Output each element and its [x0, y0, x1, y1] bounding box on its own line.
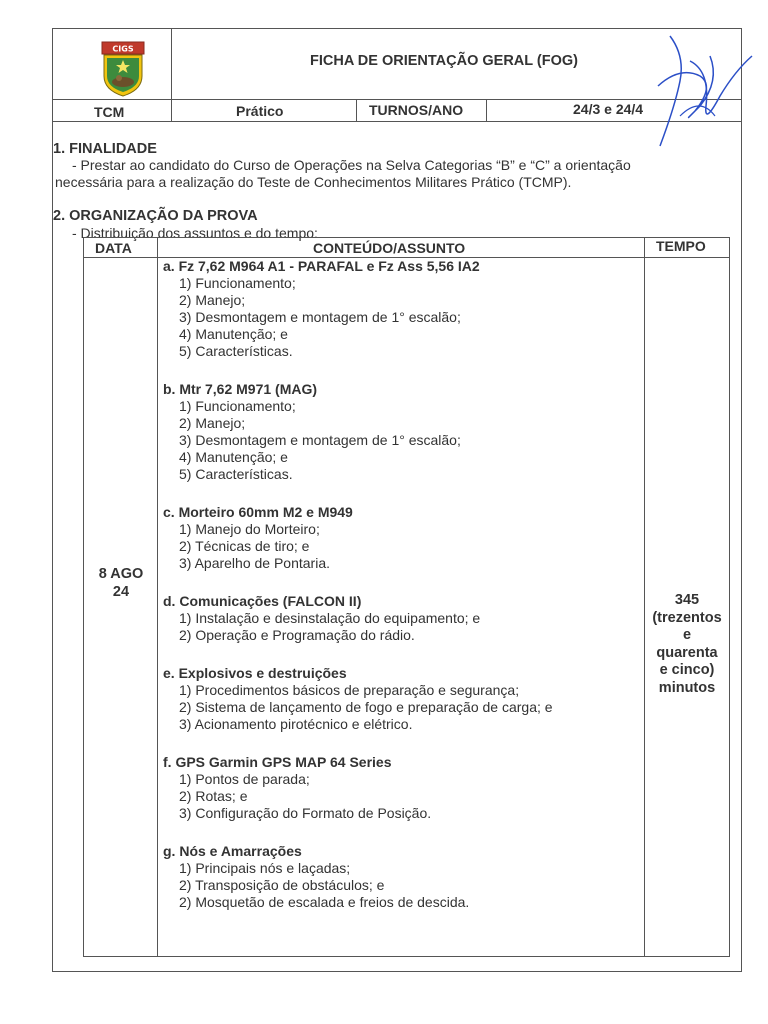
subject-item: 3) Configuração do Formato de Posição.	[179, 805, 432, 821]
subject-block	[163, 754, 641, 822]
document-title: FICHA DE ORIENTAÇÃO GERAL (FOG)	[310, 53, 578, 69]
duration-line: quarenta	[656, 644, 718, 661]
subject-item: 2) Operação e Programação do rádio.	[179, 627, 415, 643]
header-tcm-label: TCM	[94, 104, 125, 120]
section-finalidade-title: 1. FINALIDADE	[53, 141, 157, 157]
header-turnos-label: TURNOS/ANO	[369, 102, 464, 118]
duration-line: 345	[674, 592, 700, 608]
duration-line: minutos	[658, 679, 716, 696]
finalidade-text-line2: necessária para a realização do Teste de Conhecimentos Militares Prático (TCMP).	[55, 174, 572, 190]
subject-item: 5) Características.	[179, 466, 293, 482]
finalidade-text-line1: - Prestar ao candidato do Curso de Operações na Selva Categorias “B” e “C” a orientação	[72, 157, 631, 173]
exam-date-line2: 24	[112, 584, 130, 600]
duration-line: (trezentos	[652, 609, 722, 626]
exam-date-line1: 8 AGO	[98, 566, 144, 582]
subject-item: 2) Manejo;	[179, 292, 246, 308]
subject-title: e. Explosivos e destruições	[163, 665, 347, 681]
subject-title: b. Mtr 7,62 M971 (MAG)	[163, 381, 318, 397]
signature-icon	[640, 26, 760, 166]
subject-item: 1) Funcionamento;	[179, 398, 296, 414]
table-header-time: TEMPO	[656, 238, 706, 254]
section-organizacao-title: 2. ORGANIZAÇÃO DA PROVA	[53, 208, 258, 224]
subject-item: 2) Técnicas de tiro; e	[179, 538, 310, 554]
svg-text:CIGS: CIGS	[112, 44, 134, 54]
subject-block	[163, 593, 641, 644]
duration-line: e	[682, 627, 692, 643]
header-type-label: Prático	[236, 103, 284, 119]
subjects-list	[163, 258, 641, 932]
table-divider-date	[157, 237, 158, 957]
cigs-emblem-icon	[98, 40, 148, 98]
subject-item: 3) Desmontagem e montagem de 1° escalão;	[179, 309, 461, 325]
subject-item: 3) Desmontagem e montagem de 1° escalão;	[179, 432, 461, 448]
table-header-date: DATA	[95, 240, 132, 256]
subject-block	[163, 843, 641, 911]
organizacao-subtitle: - Distribuição dos assuntos e do tempo:	[72, 225, 318, 241]
subject-item: 3) Acionamento pirotécnico e elétrico.	[179, 716, 413, 732]
subject-item: 1) Procedimentos básicos de preparação e segurança;	[179, 682, 520, 698]
subject-item: 1) Funcionamento;	[179, 275, 296, 291]
exam-duration	[645, 592, 729, 697]
subject-title: f. GPS Garmin GPS MAP 64 Series	[163, 754, 392, 770]
subject-item: 1) Pontos de parada;	[179, 771, 310, 787]
subject-item: 5) Características.	[179, 343, 293, 359]
subject-item: 2) Rotas; e	[179, 788, 248, 804]
subject-block	[163, 258, 641, 360]
subject-item: 2) Manejo;	[179, 415, 246, 431]
table-header-content: CONTEÚDO/ASSUNTO	[313, 240, 466, 256]
subject-title: g. Nós e Amarrações	[163, 843, 302, 859]
subject-title: c. Morteiro 60mm M2 e M949	[163, 504, 353, 520]
subject-block	[163, 504, 641, 572]
subject-item: 2) Sistema de lançamento de fogo e preparação de carga; e	[179, 699, 553, 715]
subject-block	[163, 665, 641, 733]
exam-date	[85, 565, 157, 601]
subject-item: 2) Mosquetão de escalada e freios de descida.	[179, 894, 470, 910]
subject-item: 1) Principais nós e laçadas;	[179, 860, 351, 876]
duration-line: e cinco)	[659, 662, 715, 678]
subject-item: 4) Manutenção; e	[179, 326, 288, 342]
subject-item: 4) Manutenção; e	[179, 449, 288, 465]
subject-item: 2) Transposição de obstáculos; e	[179, 877, 385, 893]
subject-title: d. Comunicações (FALCON II)	[163, 593, 362, 609]
subject-item: 3) Aparelho de Pontaria.	[179, 555, 330, 571]
subject-item: 1) Manejo do Morteiro;	[179, 521, 320, 537]
subject-title: a. Fz 7,62 M964 A1 - PARAFAL e Fz Ass 5,56 IA2	[163, 258, 480, 274]
subject-item: 1) Instalação e desinstalação do equipamento; e	[179, 610, 481, 626]
subject-block	[163, 381, 641, 483]
header-period-value: 24/3 e 24/4	[573, 101, 644, 117]
